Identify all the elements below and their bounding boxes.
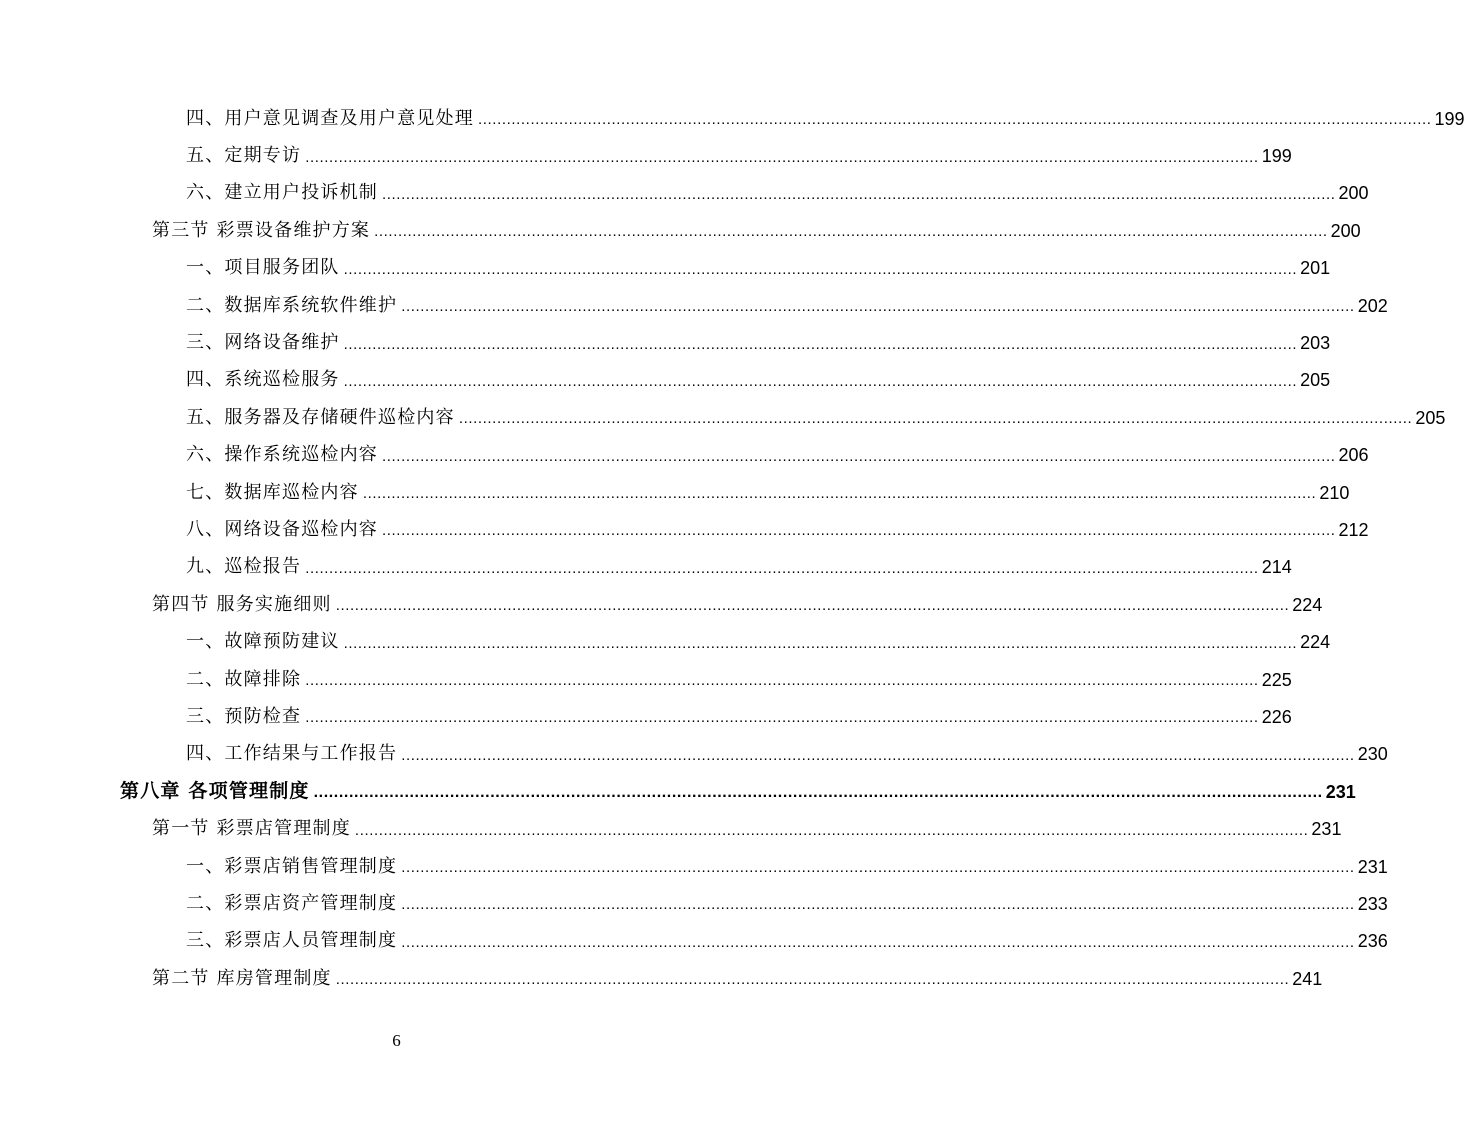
toc-entry-page: 214 [1261,557,1292,578]
toc-entry-page: 212 [1338,519,1369,540]
toc-entry-title: 二、数据库系统软件维护 [186,294,398,316]
toc-entry-page: 224 [1300,632,1331,653]
toc-entry-title: 二、彩票店资产管理制度 [186,892,398,914]
toc-leader-dots: ........................................................................................................................................................................................................ [401,859,1355,876]
toc-entry-page: 231 [1311,819,1342,840]
toc-entry[interactable] [0,736,1388,773]
toc-leader-dots: ........................................................................................................................................................................................................ [374,223,1328,241]
toc-leader-dots: ........................................................................................................................................................................................................ [362,485,1317,503]
toc-entry[interactable] [0,437,1369,474]
toc-entry-page: 230 [1357,744,1388,765]
toc-entry-title: 第八章 各项管理制度 [120,780,310,803]
toc-leader-dots: ........................................................................................................................................................................................................ [401,896,1355,914]
toc-entry-page: 205 [1300,370,1331,391]
toc-entry-page: 200 [1338,183,1369,204]
table-of-contents [0,100,1465,997]
toc-entry-page: 200 [1330,220,1361,241]
toc-entry[interactable] [0,549,1292,586]
toc-entry-title: 四、工作结果与工作报告 [186,743,398,765]
toc-entry[interactable] [0,698,1292,735]
toc-entry-page: 199 [1434,108,1465,129]
toc-section-entry[interactable] [0,586,1323,623]
toc-entry-title: 三、彩票店人员管理制度 [186,930,398,952]
toc-leader-dots: ........................................................................................................................................................................................................ [305,672,1259,690]
toc-entry-title: 第二节 库房管理制度 [152,967,332,989]
toc-entry-title: 三、网络设备维护 [186,332,340,354]
toc-leader-dots: ........................................................................................................................................................................................................ [305,559,1259,577]
toc-entry[interactable] [0,399,1446,436]
toc-entry-title: 九、巡检报告 [186,556,302,578]
toc-entry-page: 199 [1261,146,1292,167]
toc-entry[interactable] [0,474,1350,511]
toc-entry-page: 205 [1415,407,1446,428]
page-number: 6 [392,1031,401,1050]
toc-entry-title: 五、定期专访 [186,145,302,167]
toc-leader-dots: ........................................................................................................................................................................................................ [305,709,1259,727]
toc-entry-title: 八、网络设备巡检内容 [186,518,378,540]
toc-entry-title: 第三节 彩票设备维护方案 [152,219,371,241]
toc-entry[interactable] [0,362,1331,399]
toc-entry-title: 一、彩票店销售管理制度 [186,855,398,877]
toc-entry-page: 201 [1300,258,1331,279]
toc-entry-page: 233 [1357,893,1388,914]
toc-entry[interactable] [0,661,1292,698]
toc-entry-page: 224 [1292,594,1323,615]
toc-entry[interactable] [0,287,1388,324]
toc-leader-dots: ........................................................................................................................................................................................................ [401,746,1355,764]
toc-section-entry[interactable] [0,810,1342,847]
toc-section-entry[interactable] [0,960,1323,997]
toc-entry-title: 第四节 服务实施细则 [152,593,332,615]
toc-entry-title: 六、建立用户投诉机制 [186,182,378,204]
toc-leader-dots: ........................................................................................................................................................................................................ [354,821,1309,839]
toc-leader-dots: ........................................................................................................................................................................................................ [313,783,1323,801]
toc-entry-title: 四、用户意见调查及用户意见处理 [186,107,474,129]
toc-leader-dots: ........................................................................................................................................................................................................ [401,933,1355,951]
toc-entry[interactable] [0,250,1331,287]
toc-leader-dots: ........................................................................................................................................................................................................ [458,410,1413,428]
toc-section-entry[interactable] [0,212,1361,249]
toc-entry-title: 二、故障排除 [186,668,302,690]
toc-leader-dots: ........................................................................................................................................................................................................ [478,111,1432,129]
toc-entry[interactable] [0,137,1292,174]
toc-entry[interactable] [0,923,1388,960]
toc-leader-dots: ........................................................................................................................................................................................................ [343,335,1298,353]
toc-leader-dots: ........................................................................................................................................................................................................ [335,971,1290,989]
toc-entry-page: 203 [1300,333,1331,354]
toc-entry[interactable] [0,885,1388,922]
toc-entry[interactable] [0,511,1369,548]
toc-entry-page: 241 [1292,968,1323,989]
toc-entry-page: 231 [1357,856,1388,877]
toc-leader-dots: ........................................................................................................................................................................................................ [305,148,1259,166]
toc-leader-dots: ........................................................................................................................................................................................................ [343,260,1298,278]
toc-leader-dots: ........................................................................................................................................................................................................ [382,522,1336,540]
toc-entry-page: 226 [1261,706,1292,727]
toc-entry-page: 231 [1325,781,1356,802]
toc-entry[interactable] [0,175,1369,212]
toc-leader-dots: ........................................................................................................................................................................................................ [343,634,1298,652]
toc-leader-dots: ........................................................................................................................................................................................................ [382,447,1336,465]
toc-entry-page: 202 [1357,295,1388,316]
toc-entry[interactable] [0,100,1465,137]
toc-entry-page: 206 [1338,445,1369,466]
toc-leader-dots: ........................................................................................................................................................................................................ [343,372,1298,390]
toc-entry-page: 225 [1261,669,1292,690]
toc-entry-title: 六、操作系统巡检内容 [186,444,378,466]
toc-chapter-entry[interactable] [0,773,1356,810]
toc-leader-dots: ........................................................................................................................................................................................................ [401,298,1355,316]
toc-entry-title: 四、系统巡检服务 [186,369,340,391]
toc-entry-title: 第一节 彩票店管理制度 [152,818,351,840]
toc-entry-title: 一、项目服务团队 [186,257,340,279]
toc-entry[interactable] [0,623,1331,660]
toc-leader-dots: ........................................................................................................................................................................................................ [382,185,1336,203]
toc-entry[interactable] [0,848,1388,885]
toc-entry-title: 五、服务器及存储硬件巡检内容 [186,406,455,428]
toc-entry[interactable] [0,324,1331,361]
toc-entry-title: 三、预防检查 [186,705,302,727]
toc-entry-page: 210 [1319,482,1350,503]
toc-entry-title: 七、数据库巡检内容 [186,481,359,503]
toc-leader-dots: ........................................................................................................................................................................................................ [335,597,1290,615]
toc-entry-title: 一、故障预防建议 [186,631,340,653]
toc-entry-page: 236 [1357,931,1388,952]
